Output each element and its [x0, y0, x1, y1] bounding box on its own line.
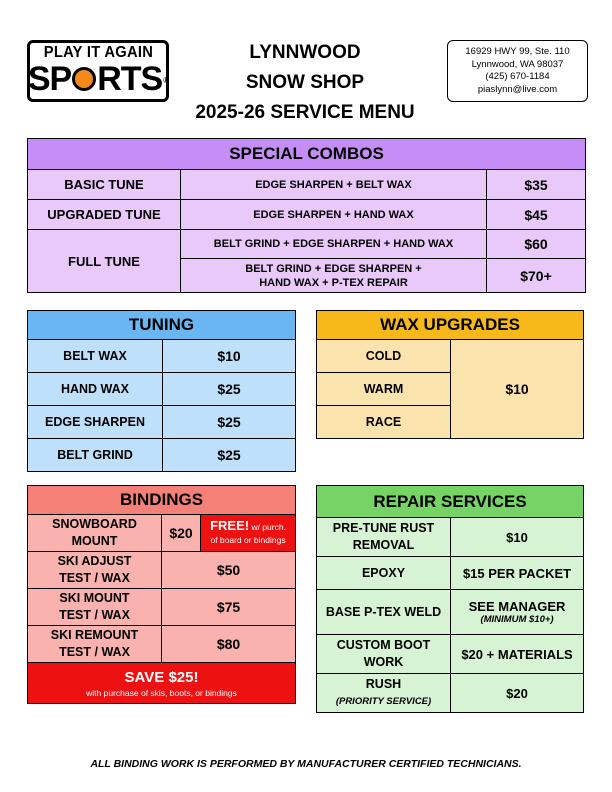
binding-name-line2: TEST / WAX — [59, 645, 130, 659]
tuning-name: EDGE SHARPEN — [28, 406, 163, 439]
table-row — [28, 552, 296, 589]
table-row — [28, 406, 296, 439]
registered-mark: ® — [163, 76, 169, 85]
repair-name-line2: WORK — [363, 655, 404, 669]
combo-name: BASIC TUNE — [28, 170, 181, 200]
wax-upgrades-table — [316, 310, 584, 439]
free-badge — [201, 515, 296, 552]
table-row — [317, 590, 584, 635]
binding-name-line1: SNOWBOARD — [52, 517, 137, 531]
binding-price: $50 — [162, 552, 296, 589]
repair-price — [451, 590, 584, 635]
address-phone: (425) 670-1184 — [485, 71, 550, 82]
binding-price: $75 — [162, 589, 296, 626]
repair-name-line2: REMOVAL — [352, 538, 415, 552]
address-city: Lynnwood, WA 98037 — [471, 58, 564, 70]
combo-price: $35 — [487, 170, 586, 200]
tuning-header: TUNING — [28, 311, 296, 340]
combo-price: $45 — [487, 200, 586, 230]
table-row — [317, 340, 584, 373]
title-line2: SNOW SHOP — [245, 72, 365, 93]
combo-name: UPGRADED TUNE — [28, 200, 181, 230]
repair-price: $20 + MATERIALS — [451, 635, 584, 674]
combo-desc-line2: HAND WAX + P-TEX REPAIR — [259, 276, 408, 289]
bindings-table — [27, 485, 296, 704]
title-line1: LYNNWOOD — [249, 42, 361, 63]
table-row — [28, 340, 296, 373]
repair-name-line1: PRE-TUNE RUST — [332, 521, 435, 535]
logo-o-icon — [72, 67, 96, 91]
table-row — [28, 373, 296, 406]
combo-price: $60 — [487, 230, 586, 259]
repair-name — [317, 635, 451, 674]
repair-price: $10 — [451, 518, 584, 557]
logo-line1: PLAY IT AGAIN — [43, 44, 153, 61]
address-email: piaslynn@live.com — [477, 83, 558, 95]
table-row — [28, 515, 296, 552]
save-label: SAVE $25! — [124, 668, 199, 686]
binding-name-line1: SKI REMOUNT — [50, 628, 139, 642]
combo-desc-line1: BELT GRIND + EDGE SHARPEN + — [245, 262, 422, 275]
binding-name — [28, 589, 162, 626]
binding-price: $20 — [162, 515, 201, 552]
combo-desc: EDGE SHARPEN + BELT WAX — [181, 170, 487, 200]
address-box — [447, 40, 588, 102]
table-row — [28, 200, 586, 230]
binding-name — [28, 515, 162, 552]
repair-name: EPOXY — [317, 557, 451, 590]
table-row — [317, 557, 584, 590]
table-row — [317, 635, 584, 674]
free-note1: w/ purch. — [249, 522, 286, 532]
repair-name-line1: CUSTOM BOOT — [336, 638, 431, 652]
bindings-header: BINDINGS — [28, 486, 296, 515]
combo-desc — [181, 259, 487, 293]
wax-name: WARM — [317, 373, 451, 406]
save-note: with purchase of skis, boots, or bindings — [86, 687, 237, 698]
binding-name — [28, 626, 162, 663]
repair-price: $20 — [451, 674, 584, 713]
table-row — [28, 439, 296, 472]
table-row — [28, 589, 296, 626]
repair-price-note: (MINIMUM $10+) — [480, 614, 554, 625]
save-banner — [28, 663, 296, 704]
store-logo — [27, 40, 169, 102]
tuning-name: BELT WAX — [28, 340, 163, 373]
repair-name-line1: RUSH — [365, 677, 402, 691]
tuning-price: $25 — [163, 406, 296, 439]
logo-line2 — [28, 61, 168, 97]
page-title — [160, 38, 450, 128]
wax-name: RACE — [317, 406, 451, 439]
binding-name-line1: SKI ADJUST — [57, 554, 132, 568]
combos-header: SPECIAL COMBOS — [28, 139, 586, 170]
combo-price: $70+ — [487, 259, 586, 293]
binding-name-line2: TEST / WAX — [59, 571, 130, 585]
table-row — [317, 674, 584, 713]
repair-name — [317, 518, 451, 557]
repair-header: REPAIR SERVICES — [317, 486, 584, 518]
combo-desc: BELT GRIND + EDGE SHARPEN + HAND WAX — [181, 230, 487, 259]
binding-name-line2: MOUNT — [71, 534, 118, 548]
wax-name: COLD — [317, 340, 451, 373]
wax-price: $10 — [451, 340, 584, 439]
free-note2: of board or bindings — [210, 535, 286, 545]
repair-name-line2: (PRIORITY SERVICE) — [335, 696, 432, 707]
repair-price-main: SEE MANAGER — [468, 599, 566, 614]
address-street: 16929 HWY 99, Ste. 110 — [465, 46, 570, 57]
tuning-table — [27, 310, 296, 472]
repair-name: BASE P-TEX WELD — [317, 590, 451, 635]
tuning-name: HAND WAX — [28, 373, 163, 406]
wax-header: WAX UPGRADES — [317, 311, 584, 340]
footer-note: ALL BINDING WORK IS PERFORMED BY MANUFACTURER CERTIFIED TECHNICIANS. — [90, 758, 522, 770]
repair-name — [317, 674, 451, 713]
table-row — [28, 626, 296, 663]
tuning-name: BELT GRIND — [28, 439, 163, 472]
table-row — [28, 170, 586, 200]
binding-name-line1: SKI MOUNT — [59, 591, 130, 605]
repair-price: $15 PER PACKET — [451, 557, 584, 590]
table-row — [317, 518, 584, 557]
combo-name: FULL TUNE — [28, 230, 181, 293]
combo-desc: EDGE SHARPEN + HAND WAX — [181, 200, 487, 230]
tuning-price: $25 — [163, 439, 296, 472]
free-label: FREE! — [210, 518, 250, 533]
logo-sp: SP — [27, 60, 72, 98]
special-combos-table — [27, 138, 586, 293]
tuning-price: $10 — [163, 340, 296, 373]
binding-name — [28, 552, 162, 589]
binding-price: $80 — [162, 626, 296, 663]
binding-name-line2: TEST / WAX — [59, 608, 130, 622]
repair-services-table — [316, 485, 584, 713]
title-line3: 2025-26 SERVICE MENU — [195, 102, 415, 123]
logo-rts: RTS — [97, 60, 163, 98]
tuning-price: $25 — [163, 373, 296, 406]
table-row — [28, 230, 586, 259]
